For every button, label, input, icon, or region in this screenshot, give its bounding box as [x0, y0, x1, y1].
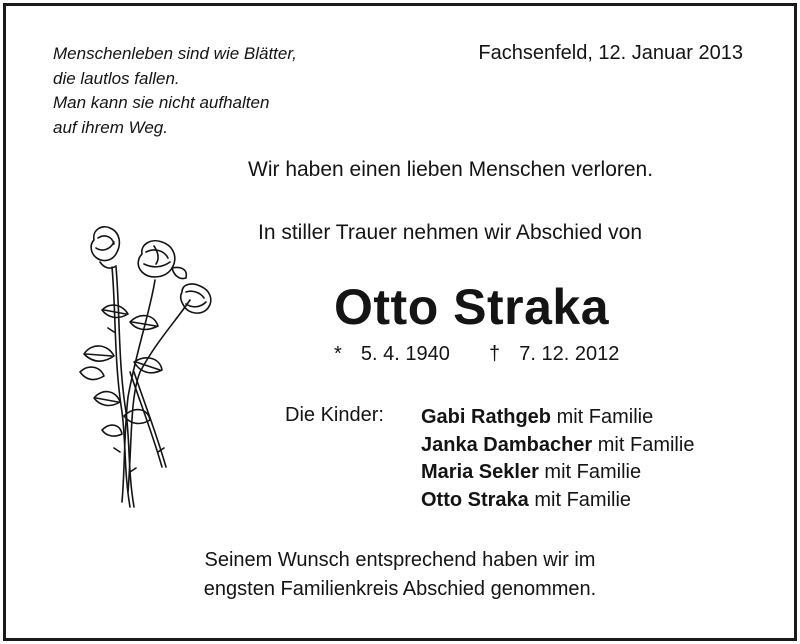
- roses-illustration-icon: [70, 222, 220, 512]
- deceased-name: Otto Straka: [334, 279, 610, 335]
- mourner-name: Otto Straka: [421, 488, 529, 511]
- mourners-label: Die Kinder:: [285, 404, 384, 426]
- closing-statement: [0, 546, 800, 604]
- mourner-entry: [421, 459, 694, 487]
- mourner-name: Gabi Rathgeb: [421, 406, 552, 428]
- mourner-entry: [421, 432, 694, 460]
- poem: [53, 42, 297, 140]
- mourner-suffix: mit Familie: [534, 488, 632, 511]
- life-dates: [334, 343, 619, 366]
- mourner-suffix: mit Familie: [556, 406, 654, 428]
- mourner-suffix: mit Familie: [544, 461, 642, 483]
- mourner-entry: [421, 404, 694, 432]
- place-date: Fachsenfeld, 12. Januar 2013: [478, 42, 743, 64]
- birth-date: 5. 4. 1940: [360, 343, 450, 365]
- mourners-list: [421, 404, 694, 514]
- mourner-name: Maria Sekler: [421, 461, 539, 483]
- closing-line: Seinem Wunsch entsprechend haben wir im: [204, 549, 596, 571]
- mourner-name: Janka Dambacher: [421, 433, 593, 456]
- mourner-suffix: mit Familie: [597, 433, 695, 456]
- death-symbol: †: [489, 343, 501, 365]
- poem-line: Menschenleben sind wie Blätter,: [53, 44, 297, 63]
- birth-symbol: *: [334, 343, 342, 365]
- poem-line: Man kann sie nicht aufhalten: [53, 93, 270, 112]
- death-date: 7. 12. 2012: [519, 343, 620, 365]
- lost-statement: Wir haben einen lieben Menschen verloren.: [248, 158, 654, 181]
- mourner-entry: [421, 487, 694, 515]
- farewell-statement: In stiller Trauer nehmen wir Abschied von: [258, 221, 643, 244]
- poem-line: auf ihrem Weg.: [53, 117, 168, 137]
- poem-line: die lautlos fallen.: [53, 68, 180, 88]
- closing-line: engsten Familienkreis Abschied genommen.: [203, 578, 597, 600]
